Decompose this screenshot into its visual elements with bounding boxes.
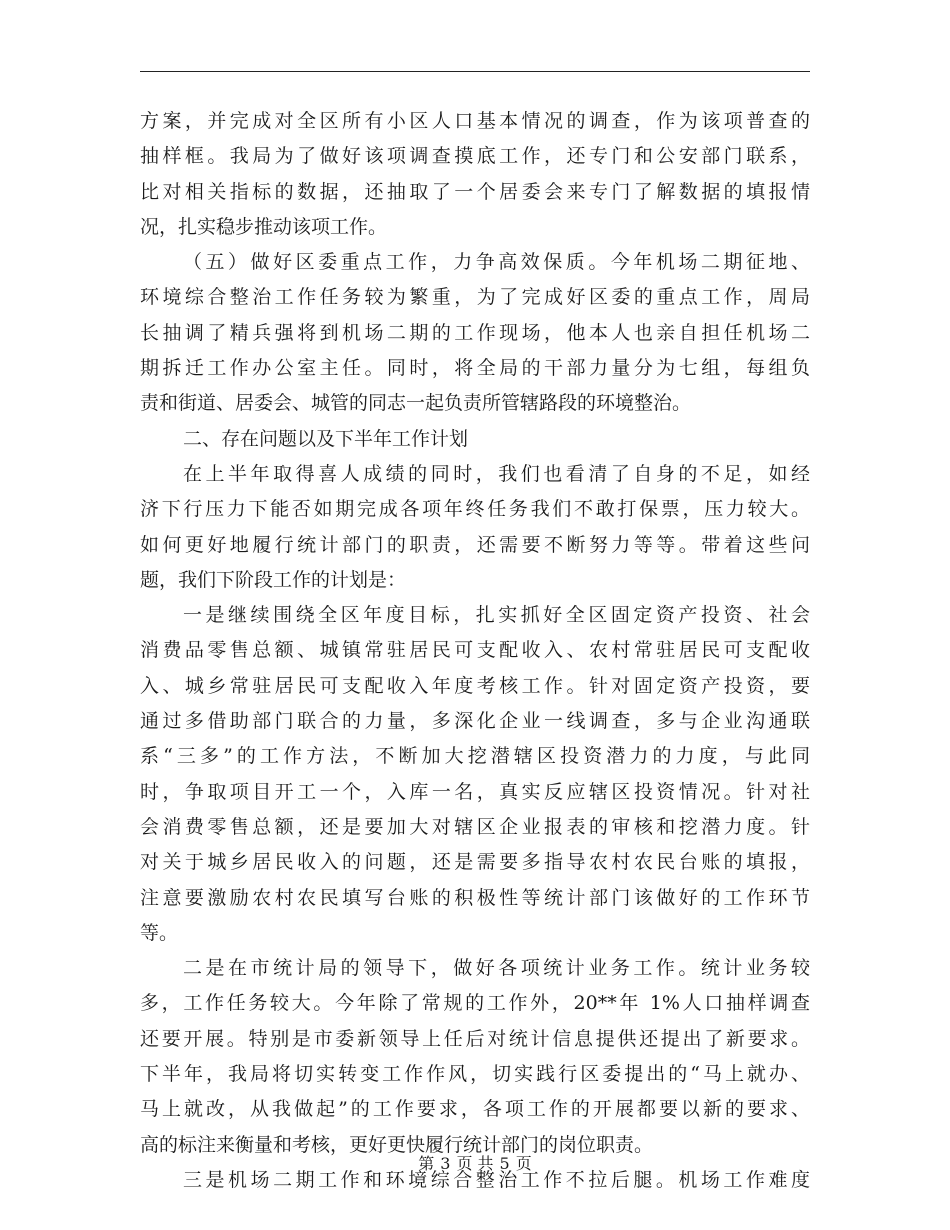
text-line: 比对相关指标的数据，还抽取了一个居委会来专门了解数据的填报情 [140,180,810,203]
footer-suffix: 页 [515,1154,532,1173]
text-line: 题，我们下阶段工作的计划是： [140,568,407,591]
text-line: 长抽调了精兵强将到机场二期的工作现场，他本人也亲自担任机场二 [140,321,810,344]
text-line: 系“三多”的工作方法，不断加大挖潜辖区投资潜力的力度，与此同 [140,745,810,768]
paragraph-first-line: 三是机场二期工作和环境综合整治工作不拉后腿。机场工作难度 [183,1168,810,1191]
text-line: 消费品零售总额、城镇常驻居民可支配收入、农村常驻居民可支配收 [140,639,810,662]
text-line: 会消费零售总额，还是要加大对辖区企业报表的审核和挖潜力度。针 [140,815,810,838]
paragraph-first-line: 在上半年取得喜人成绩的同时，我们也看清了自身的不足，如经 [183,462,810,485]
footer-page-number: 3 [440,1154,451,1173]
text-line: 通过多借助部门联合的力量，多深化企业一线调查，多与企业沟通联 [140,710,810,733]
footer-total-pages: 5 [499,1154,510,1173]
section-heading: 二、存在问题以及下半年工作计划 [183,427,469,450]
text-line: 马上就改，从我做起”的工作要求，各项工作的开展都要以新的要求、 [140,1098,810,1121]
text-line: 下半年，我局将切实转变工作作风，切实践行区委提出的“马上就办、 [140,1063,810,1086]
text-line: 注意要激励农村农民填写台账的积极性等统计部门该做好的工作环节 [140,886,810,909]
text-line: 责和街道、居委会、城管的同志一起负责所管辖路段的环境整治。 [140,392,692,415]
header-rule [140,71,810,72]
footer-prefix: 第 [418,1154,435,1173]
text-line: 多，工作任务较大。今年除了常规的工作外，20**年 1%人口抽样调查 [140,992,810,1015]
text-line: 高的标注来衡量和考核，更好更快履行统计部门的岗位职责。 [140,1133,654,1156]
page-footer [0,1152,950,1176]
text-line: 济下行压力下能否如期完成各项年终任务我们不敢打保票，压力较大。 [140,498,810,521]
text-line: 时，争取项目开工一个，入库一名，真实反应辖区投资情况。针对社 [140,780,810,803]
text-line: 抽样框。我局为了做好该项调查摸底工作，还专门和公安部门联系， [140,145,810,168]
text-line: 还要开展。特别是市委新领导上任后对统计信息提供还提出了新要求。 [140,1027,810,1050]
footer-middle: 页 共 [456,1154,494,1173]
paragraph-first-line: （五）做好区委重点工作，力争高效保质。今年机场二期征地、 [183,251,810,274]
text-line: 对关于城乡居民收入的问题，还是需要多指导农村农民台账的填报， [140,851,810,874]
body-text [140,104,810,1198]
text-line: 况，扎实稳步推动该项工作。 [140,215,388,238]
text-line: 等。 [140,921,179,944]
text-line: 如何更好地履行统计部门的职责，还需要不断努力等等。带着这些问 [140,533,810,556]
paragraph-first-line: 二是在市统计局的领导下，做好各项统计业务工作。统计业务较 [183,957,810,980]
paragraph-first-line: 一是继续围绕全区年度目标，扎实抓好全区固定资产投资、社会 [183,604,810,627]
text-line: 环境综合整治工作任务较为繁重，为了完成好区委的重点工作，周局 [140,286,810,309]
text-line: 入、城乡常驻居民可支配收入年度考核工作。针对固定资产投资，要 [140,674,810,697]
text-line: 方案，并完成对全区所有小区人口基本情况的调查，作为该项普查的 [140,110,810,132]
text-line: 期拆迁工作办公室主任。同时，将全局的干部力量分为七组，每组负 [140,357,810,380]
